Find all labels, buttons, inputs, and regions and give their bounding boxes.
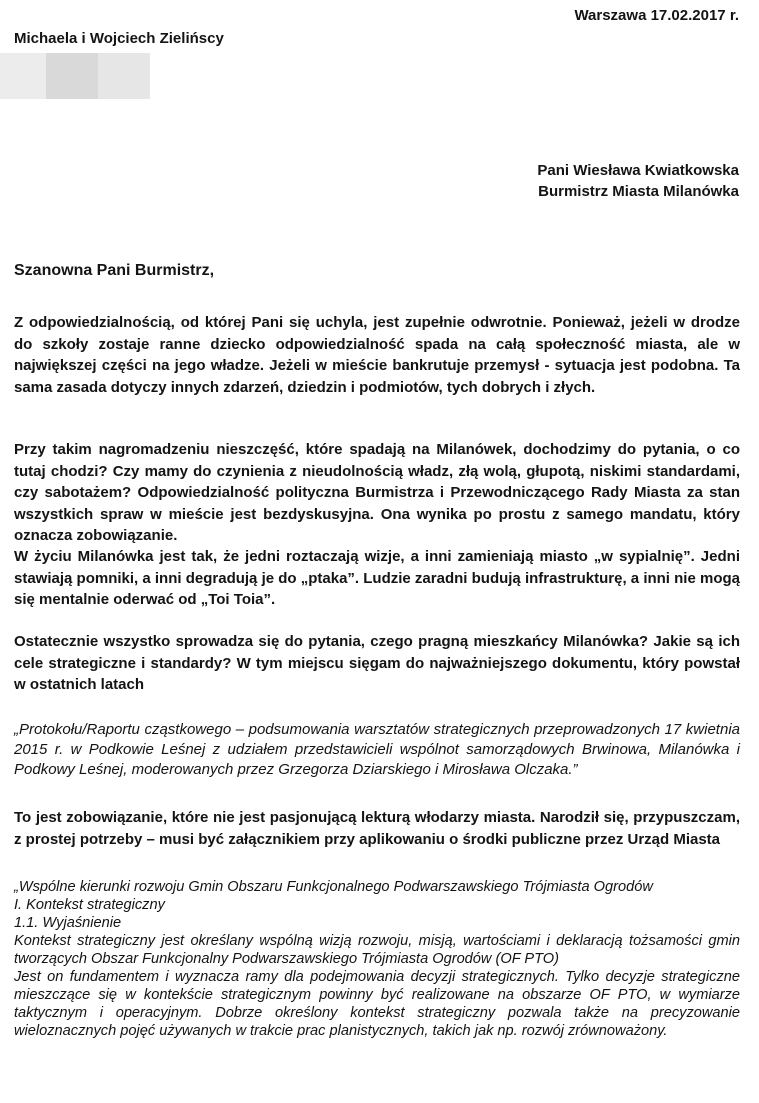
paragraph-5: To jest zobowiązanie, które nie jest pasjonującą lekturą włodarzy miasta. Narodził się, przypuszczam, z prostej potrzeby – musi być załącznikiem przy aplikowaniu o środki publiczne przez Urząd Miasta: [14, 809, 740, 848]
redacted-address-block: [0, 53, 150, 99]
salutation: Szanowna Pani Burmistrz,: [14, 262, 215, 279]
quote-body-1: Kontekst strategiczny jest określany wspólną wizją rozwoju, misją, wartościami i deklaracją tożsamości gmin tworzących Obszar Funkcjonalny Podwarszawskiego Trójmiasta Ogrodów (OF PTO): [14, 933, 740, 967]
quoted-strategy-excerpt: [14, 878, 740, 1040]
redaction-block: [46, 53, 98, 99]
paragraph-3: W życiu Milanówka jest tak, że jedni roztaczają wizje, a inni zamieniają miasto „w sypialnię”. Jedni stawiają pomniki, a inni degradują je do „ptaka”. Ludzie zaradni budują infrastrukturę, a inni nie mogą się mentalnie oderwać od „Toi Toia”.: [14, 548, 740, 608]
letter-date: Warszawa 17.02.2017 r.: [574, 7, 739, 24]
redaction-block: [0, 53, 46, 99]
recipient-name: Pani Wiesława Kwiatkowska: [537, 162, 739, 179]
recipient-block: [537, 160, 739, 202]
quoted-document-title: „Protokołu/Raportu cząstkowego – podsumowania warsztatów strategicznych przeprowadzonych 17 kwietnia 2015 r. w Podkowie Leśnej z udziałem przedstawicieli wspólnot samorządowych Brwinowa, Milanówka i Podkowy Leśnej, moderowanych przez Grzegorza Dziarskiego i Mirosława Olczaka.”: [14, 721, 740, 778]
quote-subsection: 1.1. Wyjaśnienie: [14, 915, 122, 931]
quote-title: „Wspólne kierunki rozwoju Gmin Obszaru Funkcjonalnego Podwarszawskiego Trójmiasta Ogrodów: [14, 879, 653, 895]
sender-name: Michaela i Wojciech Zielińscy: [14, 30, 224, 47]
paragraph-4: Ostatecznie wszystko sprowadza się do pytania, czego pragną mieszkańcy Milanówka? Jakie są ich cele strategiczne i standardy? W tym miejscu sięgam do najważniejszego dokumentu, który powstał w ostatnich latach: [14, 633, 740, 693]
paragraph-2: Przy takim nagromadzeniu nieszczęść, które spadają na Milanówek, dochodzimy do pytania, o co tutaj chodzi? Czy mamy do czynienia z nieudolnością władz, złą wolą, głupotą, niskimi standardami, czy sabotażem? Odpowiedzialność polityczna Burmistrza i Przewodniczącego Rady Miasta za stan wszystkich spraw w mieście jest bezdyskusyjna. Ona wynika po prostu z samego mandatu, który oznacza zobowiązanie.: [14, 441, 740, 544]
paragraph-1: Z odpowiedzialnością, od której Pani się uchyla, jest zupełnie odwrotnie. Ponieważ, jeżeli w drodze do szkoły zostaje ranne dziecko odpowiedzialność spada na całą społeczność miasta, ale w największej części na jego władze. Jeżeli w mieście bankrutuje przemysł - sytuacja jest podobna. Ta sama zasada dotyczy innych zdarzeń, dziedzin i podmiotów, tych dobrych i złych.: [14, 314, 740, 396]
redaction-block: [98, 53, 150, 99]
quote-body-2: Jest on fundamentem i wyznacza ramy dla podejmowania decyzji strategicznych. Tylko decyzje strategiczne mieszczące się w kontekście strategicznym powinny być realizowane na obszarze OF PTO, w wymiarze taktycznym i operacyjnym. Dobrze określony kontekst strategiczny pozwala także na precyzowanie wieloznacznych pojęć używanych w trakcie prac planistycznych, takich jak np. rozwój zrównoważony.: [14, 969, 740, 1039]
recipient-title: Burmistrz Miasta Milanówka: [538, 183, 739, 200]
quote-section: I. Kontekst strategiczny: [14, 897, 165, 913]
